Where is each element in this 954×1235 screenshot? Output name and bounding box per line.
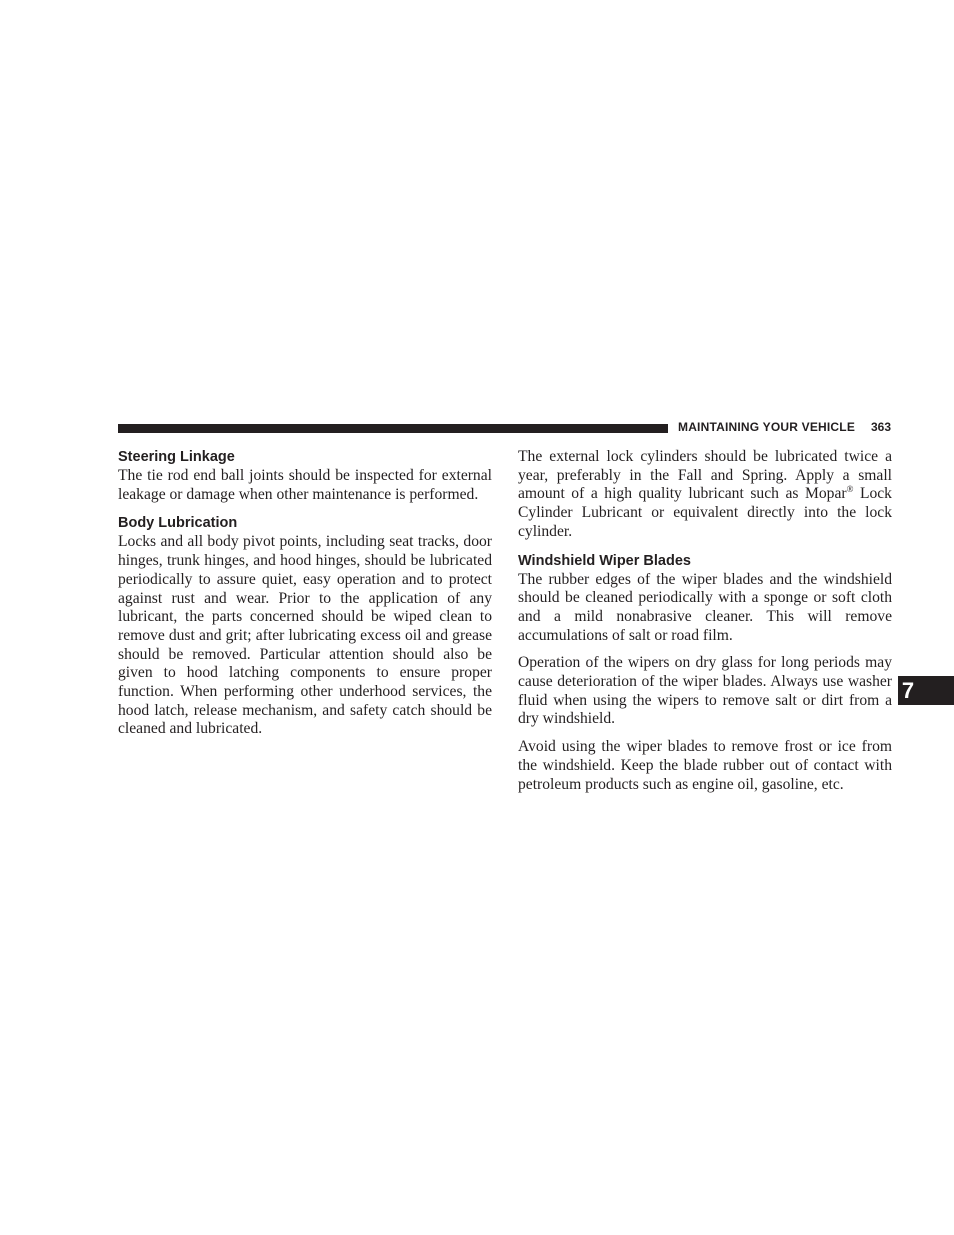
chapter-tab xyxy=(898,676,954,705)
section-heading-steering-linkage: Steering Linkage xyxy=(118,449,235,465)
page-number: 363 xyxy=(871,420,892,434)
paragraph-body-lubrication: Locks and all body pivot points, including seat tracks, door hinges, trunk hinges, and hood hinges, should be lubricated periodically to assure quiet, easy operation and to protect against rust and wear. Prior to the application of any lubricant, the parts concerned should be wiped clean to remove dust and grit; after lubricating excess oil and grease should be removed. Particular attention should also be given to hood latching components to ensure proper function. When performing other underhood services, the hood latch, release mechanism, and safety catch should be cleaned and lubricated. xyxy=(118,533,492,738)
paragraph-steering-linkage: The tie rod end ball joints should be inspected for external leakage or damage when other maintenance is performed. xyxy=(118,467,492,503)
lock-cylinders-text-after: Lock Cylinder Lubricant or equivalent directly into the lock cylinder. xyxy=(518,485,892,540)
paragraph-lock-cylinders xyxy=(518,448,892,542)
running-header-title: MAINTAINING YOUR VEHICLE xyxy=(678,420,856,434)
registered-trademark: ® xyxy=(846,484,854,495)
left-column xyxy=(118,448,492,739)
header-rule xyxy=(118,424,668,433)
chapter-number: 7 xyxy=(901,678,915,703)
lock-cylinders-text-before: The external lock cylinders should be lubricated twice a year, preferably in the Fall and Spring. Apply a small amount of a high quality lubricant such as Mopar xyxy=(518,448,892,503)
paragraph-wiper-frost: Avoid using the wiper blades to remove frost or ice from the windshield. Keep the blade rubber out of contact with petroleum products such as engine oil, gasoline, etc. xyxy=(518,738,892,793)
section-heading-body-lubrication: Body Lubrication xyxy=(118,515,238,532)
paragraph-wiper-cleaning: The rubber edges of the wiper blades and the windshield should be cleaned periodically with a sponge or soft cloth and a mild nonabrasive cleaner. This will remove accumulations of salt or road film. xyxy=(518,570,892,644)
right-column xyxy=(518,448,892,794)
paragraph-wiper-dry-glass: Operation of the wipers on dry glass for long periods may cause deterioration of the wiper blades. Always use washer fluid when using the wipers to remove salt or dirt from a dry windshield. xyxy=(518,654,892,728)
section-heading-windshield-wiper-blades: Windshield Wiper Blades xyxy=(518,552,691,569)
